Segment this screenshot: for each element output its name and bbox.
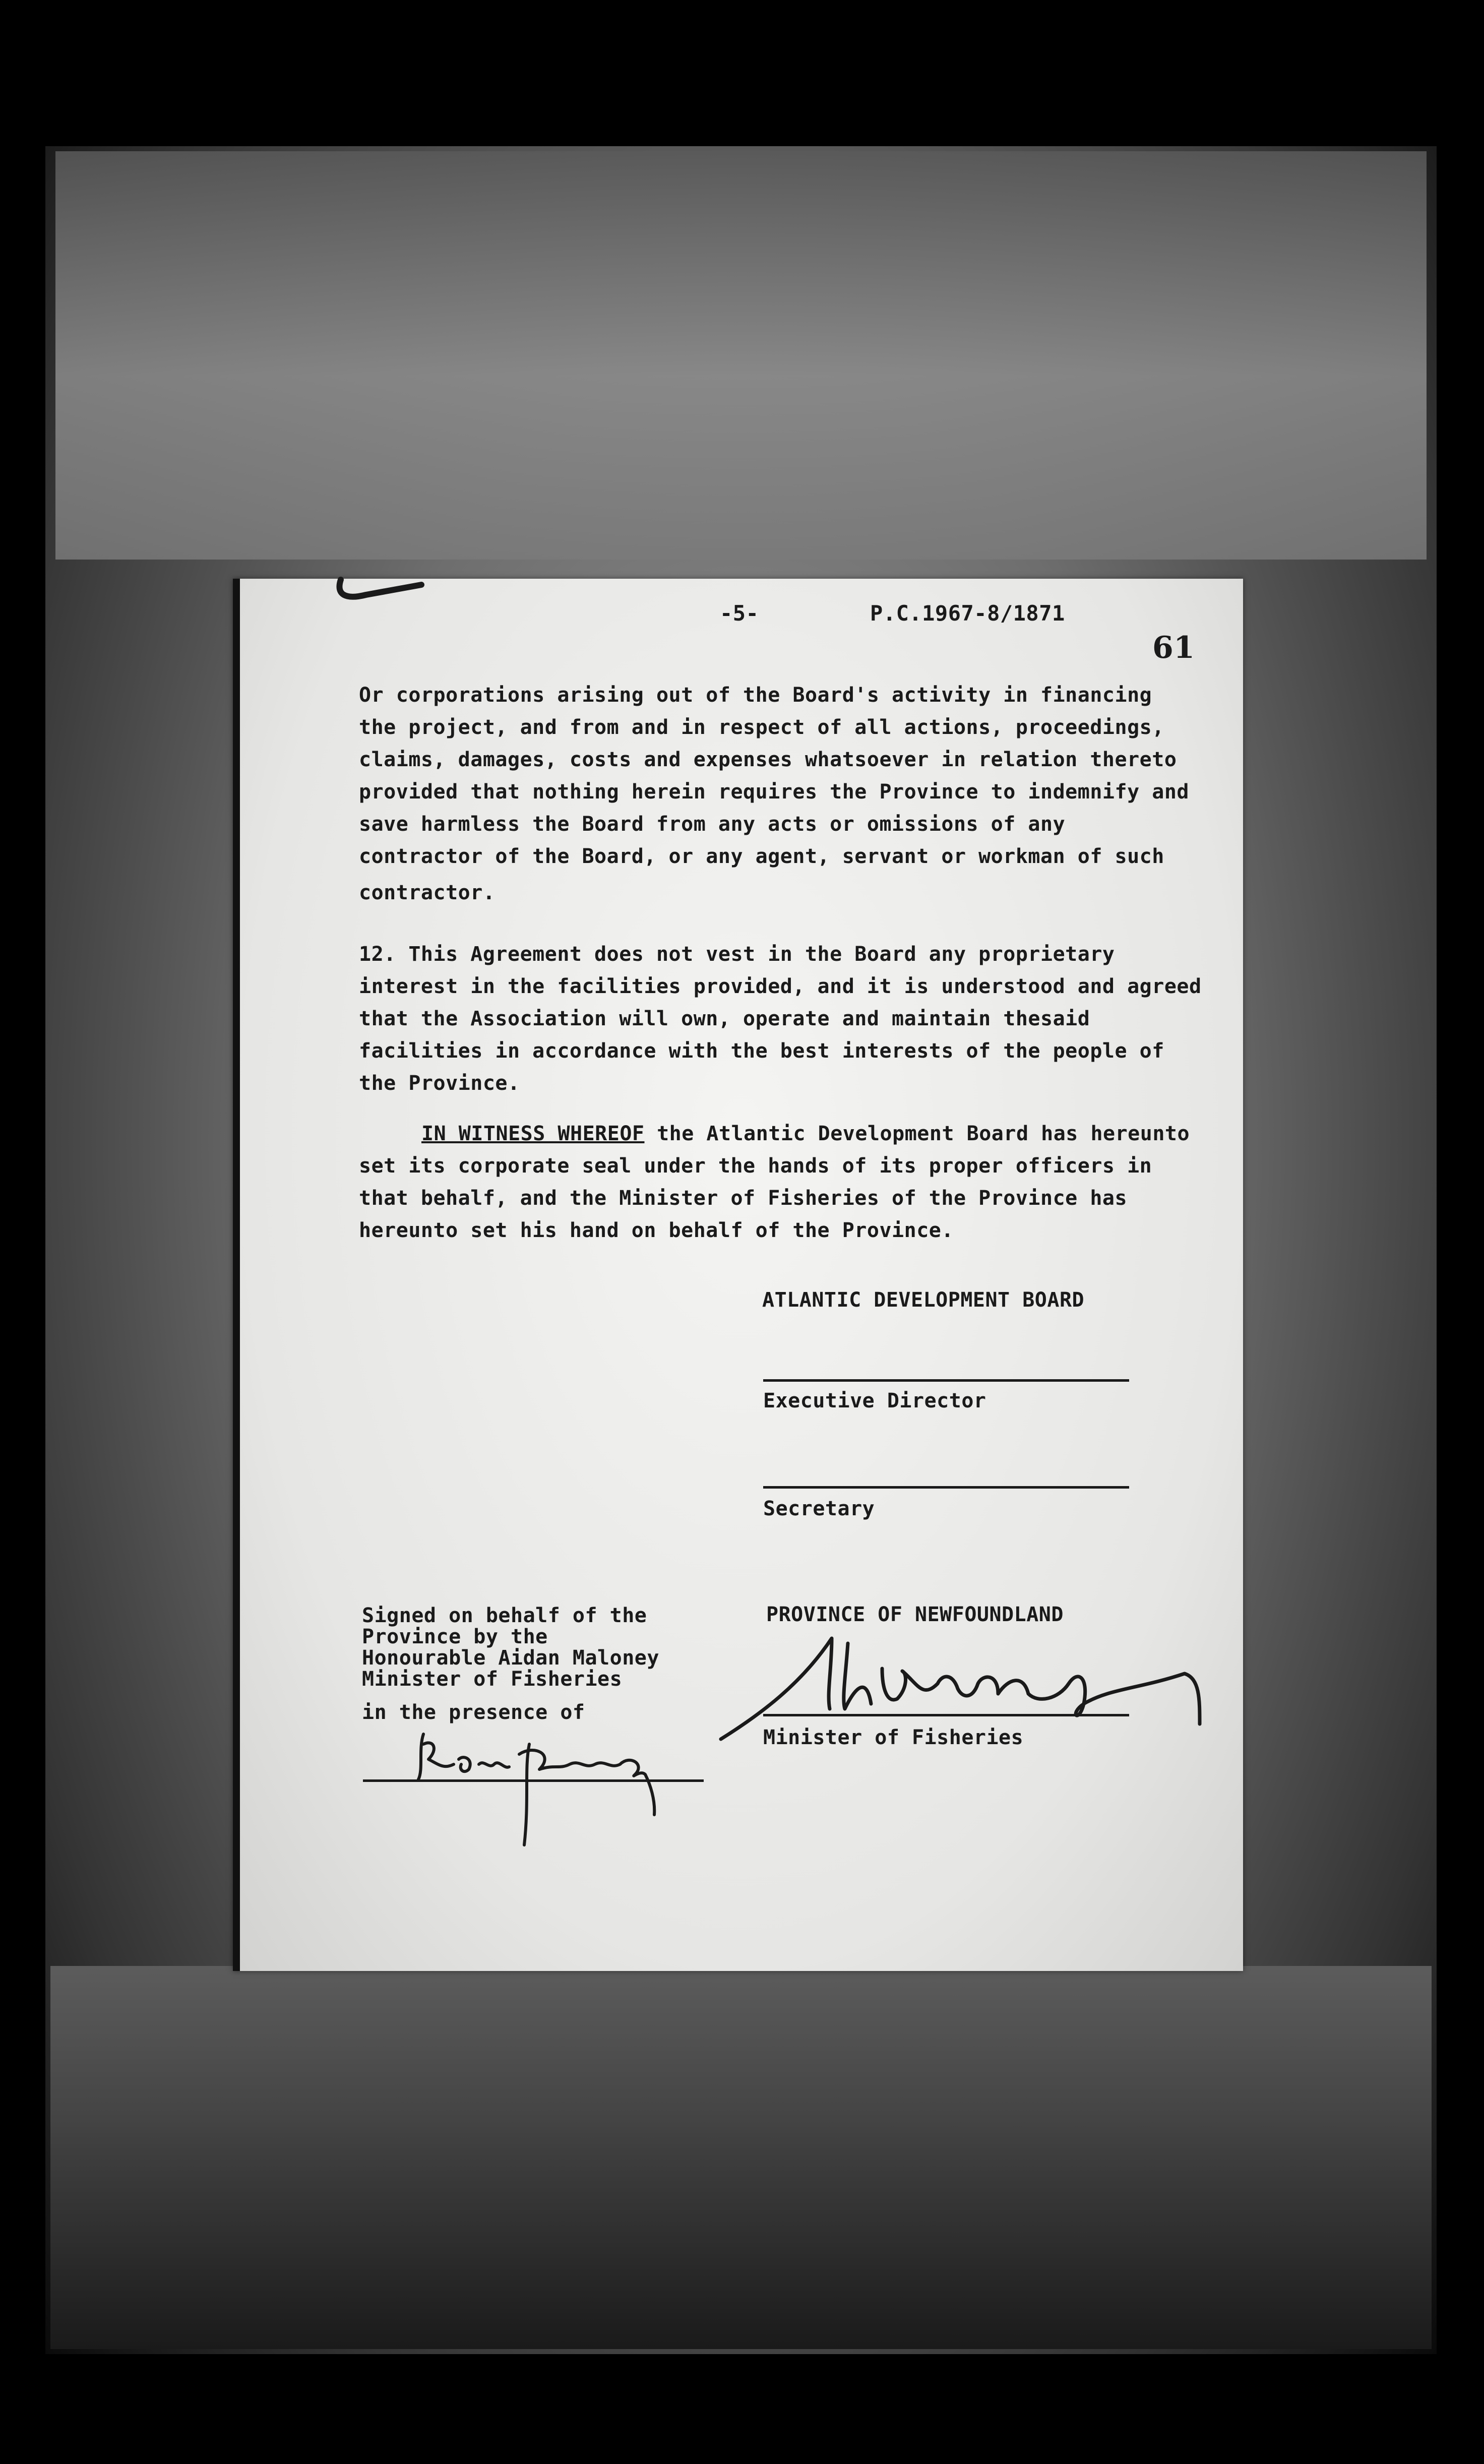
page-marker: -5- — [720, 601, 759, 626]
body-line: facilities in accordance with the best interests of the people of — [359, 1039, 1164, 1063]
witness-line — [421, 1122, 1190, 1145]
body-line: set its corporate seal under the hands of its proper officers in — [359, 1154, 1152, 1178]
signed-line: Minister of Fisheries — [362, 1668, 623, 1691]
witness-signature — [403, 1724, 686, 1855]
reference-number: P.C.1967-8/1871 — [870, 601, 1065, 626]
body-line: the project, and from and in respect of all actions, proceedings, — [359, 716, 1164, 739]
minister-signature — [716, 1623, 1215, 1744]
board-name: ATLANTIC DEVELOPMENT BOARD — [762, 1288, 1085, 1312]
signature-line — [763, 1486, 1129, 1489]
executive-director-label: Executive Director — [763, 1389, 986, 1412]
province-label: PROVINCE OF NEWFOUNDLAND — [766, 1603, 1064, 1626]
binding-mark — [331, 575, 431, 605]
stamp-number: 61 — [1152, 630, 1195, 665]
secretary-label: Secretary — [763, 1497, 875, 1520]
witness-line-rest: the Atlantic Development Board has hereunto — [644, 1122, 1190, 1145]
body-line: hereunto set his hand on behalf of the Province. — [359, 1219, 954, 1242]
signature-line — [763, 1379, 1129, 1382]
signed-line: Honourable Aidan Maloney — [362, 1646, 659, 1670]
body-line: that the Association will own, operate and maintain thesaid — [359, 1007, 1090, 1030]
body-line: provided that nothing herein requires the Province to indemnify and — [359, 780, 1189, 804]
mount-board — [55, 151, 1427, 560]
body-line: contractor. — [359, 881, 496, 904]
witness-heading: IN WITNESS WHEREOF — [421, 1122, 645, 1145]
lower-shadow — [50, 1966, 1432, 2349]
body-line: 12. This Agreement does not vest in the Board any proprietary — [359, 943, 1115, 966]
signed-line: Province by the — [362, 1625, 548, 1648]
body-line: claims, damages, costs and expenses whatsoever in relation thereto — [359, 748, 1177, 771]
presence-label: in the presence of — [362, 1701, 585, 1724]
body-line: interest in the facilities provided, and it is understood and agreed — [359, 975, 1202, 998]
body-line: that behalf, and the Minister of Fisheries of the Province has — [359, 1187, 1128, 1210]
signed-line: Signed on behalf of the — [362, 1604, 647, 1627]
minister-label: Minister of Fisheries — [763, 1726, 1024, 1749]
body-line: contractor of the Board, or any agent, servant or workman of such — [359, 845, 1164, 868]
body-line: Or corporations arising out of the Board's activity in financing — [359, 684, 1152, 707]
body-line: the Province. — [359, 1072, 520, 1095]
body-line: save harmless the Board from any acts or omissions of any — [359, 813, 1066, 836]
